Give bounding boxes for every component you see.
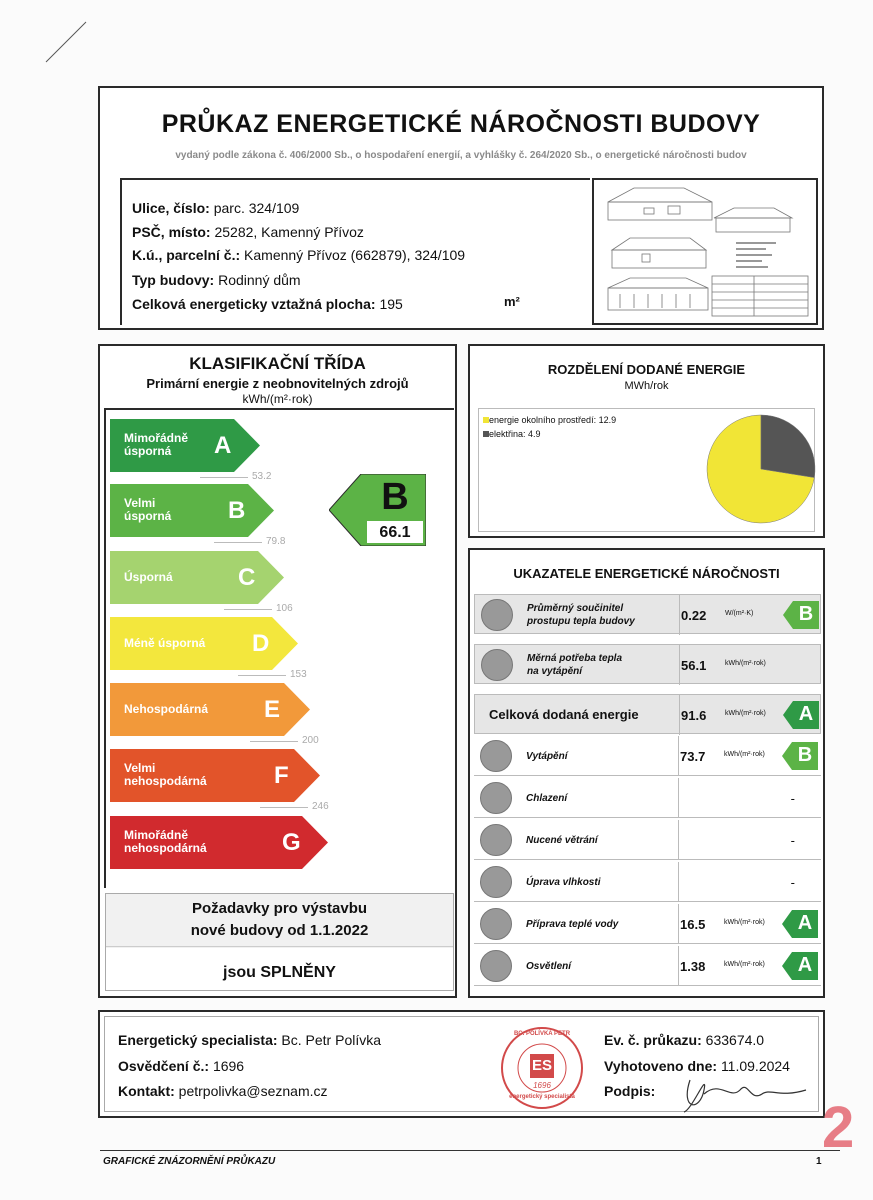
indicator-row: [474, 778, 821, 818]
area-unit: m²: [504, 294, 520, 309]
classification-title: KLASIFIKAČNÍ TŘÍDA: [189, 354, 366, 373]
indicator-icon: [480, 824, 512, 856]
contact-row: Kontakt: petrpolivka@seznam.cz: [118, 1083, 328, 1099]
requirement-line1: Požadavky pro výstavbu: [191, 900, 368, 917]
indicator-label: Úprava vlhkosti: [526, 876, 601, 888]
indicator-value: 0.22: [681, 608, 707, 623]
class-arrow-d: [110, 617, 298, 670]
certificate-row: Osvědčení č.: 1696: [118, 1058, 245, 1074]
legend-item-electricity: elektřina: 4.9: [483, 429, 541, 439]
threshold-a: 53.2: [252, 471, 272, 482]
class-arrow-c: [110, 551, 284, 604]
classification-unit: kWh/(m²·rok): [242, 392, 313, 406]
distribution-title: ROZDĚLENÍ DODANÉ ENERGIE: [547, 362, 746, 377]
footer-rule: [100, 1150, 840, 1151]
indicator-icon: [481, 599, 513, 631]
threshold-line: [214, 542, 262, 543]
indicator-class-badge: A: [783, 701, 819, 729]
indicator-label: Celková dodaná energie: [489, 706, 639, 722]
indicator-row: [474, 644, 821, 684]
indicator-row: [474, 736, 821, 776]
indicator-class-badge: B: [782, 742, 818, 770]
indicator-icon: [480, 740, 512, 772]
ev-number: 633674.0: [705, 1032, 765, 1048]
indicator-value: 91.6: [681, 708, 707, 723]
threshold-e: 200: [302, 735, 319, 746]
pie-slice-electricity: [761, 415, 815, 478]
threshold-line: [200, 477, 248, 478]
certificate-number: 1696: [212, 1058, 245, 1074]
class-arrow-f: [110, 749, 320, 802]
indicator-label: Příprava teplé vody: [526, 918, 619, 930]
indicator-value: 16.5: [680, 917, 706, 932]
indicator-icon: [480, 782, 512, 814]
class-label-a: Mimořádně úsporná: [124, 430, 189, 459]
scan-mark: [40, 18, 90, 68]
page-title: PRŮKAZ ENERGETICKÉ NÁROČNOSTI BUDOVY: [161, 110, 761, 138]
indicator-value: 56.1: [681, 658, 707, 673]
footer-page: 1: [816, 1156, 822, 1167]
class-arrow-b: [110, 484, 274, 537]
indicator-unit: kWh/(m²·rok): [725, 710, 766, 717]
issue-date: 11.09.2024: [720, 1058, 790, 1074]
signature-row: Podpis:: [604, 1083, 656, 1099]
indicator-label: Chlazení: [526, 792, 568, 804]
indicator-unit: kWh/(m²·rok): [724, 751, 765, 758]
specialist-stamp: [500, 1026, 584, 1110]
indicator-row: [474, 594, 821, 634]
distribution-chart-box: [478, 408, 815, 532]
stamp-logo: ES: [531, 1057, 552, 1074]
indicator-label: Nucené větrání: [526, 834, 598, 846]
specialist-panel: [98, 1010, 825, 1118]
class-arrow-g: [110, 816, 328, 869]
footer-label: GRAFICKÉ ZNÁZORNĚNÍ PRŮKAZU: [103, 1156, 276, 1167]
indicator-empty: -: [790, 791, 795, 806]
indicator-icon: [480, 866, 512, 898]
street-value: parc. 324/109: [213, 200, 300, 216]
threshold-b: 79.8: [266, 536, 286, 547]
stamp-name: BC. POLÍVKA PETR: [513, 1031, 571, 1037]
result-marker: [329, 474, 426, 546]
requirement-line2: nové budovy od 1.1.2022: [190, 922, 369, 939]
result-class-value: 66.1: [379, 524, 411, 541]
area-value: 195: [379, 296, 403, 312]
ku-row: K.ú., parcelní č.: Kamenný Přívoz (662879), 324/109: [132, 247, 466, 263]
indicator-label: Měrná potřeba tepla na vytápění: [527, 653, 623, 677]
class-label-b: Velmi úsporná: [124, 495, 172, 524]
class-label-d: Méně úsporná: [124, 635, 206, 650]
indicator-unit: kWh/(m²·rok): [725, 660, 766, 667]
indicators-panel: [468, 548, 825, 998]
indicator-empty: -: [790, 875, 795, 890]
class-arrow-a: [110, 419, 260, 472]
classification-subtitle: Primární energie z neobnovitelných zdrojů: [146, 376, 409, 391]
class-letter-d: D: [252, 629, 270, 657]
indicator-row: [474, 904, 821, 944]
class-label-e: Nehospodárná: [124, 701, 209, 716]
indicator-row: [474, 694, 821, 734]
class-letter-f: F: [274, 761, 289, 789]
indicator-row: [474, 946, 821, 986]
stamp-number: 1696: [533, 1081, 551, 1090]
building-drawing: [592, 178, 818, 325]
indicator-unit: W/(m²·K): [725, 610, 754, 617]
indicator-value: 1.38: [680, 959, 706, 974]
indicator-label: Průměrný součinitel prostupu tepla budovy: [527, 603, 635, 627]
indicator-row: [474, 820, 821, 860]
indicator-row: [474, 862, 821, 902]
ku-value: Kamenný Přívoz (662879), 324/109: [244, 247, 466, 263]
distribution-pie: [705, 413, 817, 525]
class-arrow-e: [110, 683, 310, 736]
requirement-status: jsou SPLNĚNY: [223, 964, 336, 981]
threshold-line: [260, 807, 308, 808]
contact-email: petrpolivka@seznam.cz: [178, 1083, 328, 1099]
indicator-label: Vytápění: [526, 750, 568, 762]
indicator-value: 73.7: [680, 749, 706, 764]
threshold-d: 153: [290, 669, 307, 680]
type-row: Typ budovy: Rodinný dům: [132, 272, 301, 288]
result-class-letter: B: [381, 476, 409, 518]
stamp-text: energetický specialista: [509, 1094, 575, 1100]
handwritten-page-number: 2: [822, 1095, 855, 1160]
signature: [670, 1050, 810, 1116]
psc-value: 25282, Kamenný Přívoz: [214, 224, 364, 240]
area-row: Celková energeticky vztažná plocha: 195: [132, 296, 403, 312]
type-value: Rodinný dům: [218, 272, 301, 288]
date-row: Vyhotoveno dne: 11.09.2024: [604, 1058, 790, 1074]
indicators-title: UKAZATELE ENERGETICKÉ NÁROČNOSTI: [513, 566, 780, 581]
threshold-c: 106: [276, 603, 293, 614]
street-row: Ulice, číslo: parc. 324/109: [132, 200, 300, 216]
specialist-name-row: Energetický specialista: Bc. Petr Polívka: [118, 1032, 382, 1048]
requirements-box: [105, 893, 454, 991]
legend-item-ambient: energie okolního prostředí: 12.9: [483, 415, 616, 425]
class-letter-b: B: [228, 496, 246, 524]
indicator-icon: [480, 950, 512, 982]
indicator-class-badge: A: [782, 952, 818, 980]
ev-number-row: Ev. č. průkazu: 633674.0: [604, 1032, 765, 1048]
class-letter-a: A: [214, 431, 232, 459]
threshold-line: [224, 609, 272, 610]
psc-row: PSČ, místo: 25282, Kamenný Přívoz: [132, 224, 364, 240]
indicator-empty: -: [790, 833, 795, 848]
distribution-unit: MWh/rok: [624, 380, 669, 392]
indicator-label: Osvětlení: [526, 960, 572, 972]
class-letter-g: G: [282, 828, 301, 856]
class-label-c: Úsporná: [124, 569, 173, 584]
threshold-f: 246: [312, 801, 329, 812]
indicator-class-badge: A: [782, 910, 818, 938]
class-label-g: Mimořádně nehospodárná: [124, 827, 207, 856]
indicator-icon: [481, 649, 513, 681]
energy-distribution-panel: [468, 344, 825, 538]
specialist-name: Bc. Petr Polívka: [281, 1032, 382, 1048]
indicator-icon: [480, 908, 512, 940]
threshold-line: [238, 675, 286, 676]
class-label-f: Velmi nehospodárná: [124, 760, 207, 789]
class-letter-e: E: [264, 695, 281, 723]
building-info: [120, 178, 590, 325]
indicator-unit: kWh/(m²·rok): [724, 919, 765, 926]
page-subtitle: vydaný podle zákona č. 406/2000 Sb., o hospodaření energií, a vyhlášky č. 264/2020 Sb., o energetické náročnosti budov: [175, 150, 747, 161]
indicator-class-badge: B: [783, 601, 819, 629]
class-letter-c: C: [238, 563, 256, 591]
indicator-unit: kWh/(m²·rok): [724, 961, 765, 968]
threshold-line: [250, 741, 298, 742]
